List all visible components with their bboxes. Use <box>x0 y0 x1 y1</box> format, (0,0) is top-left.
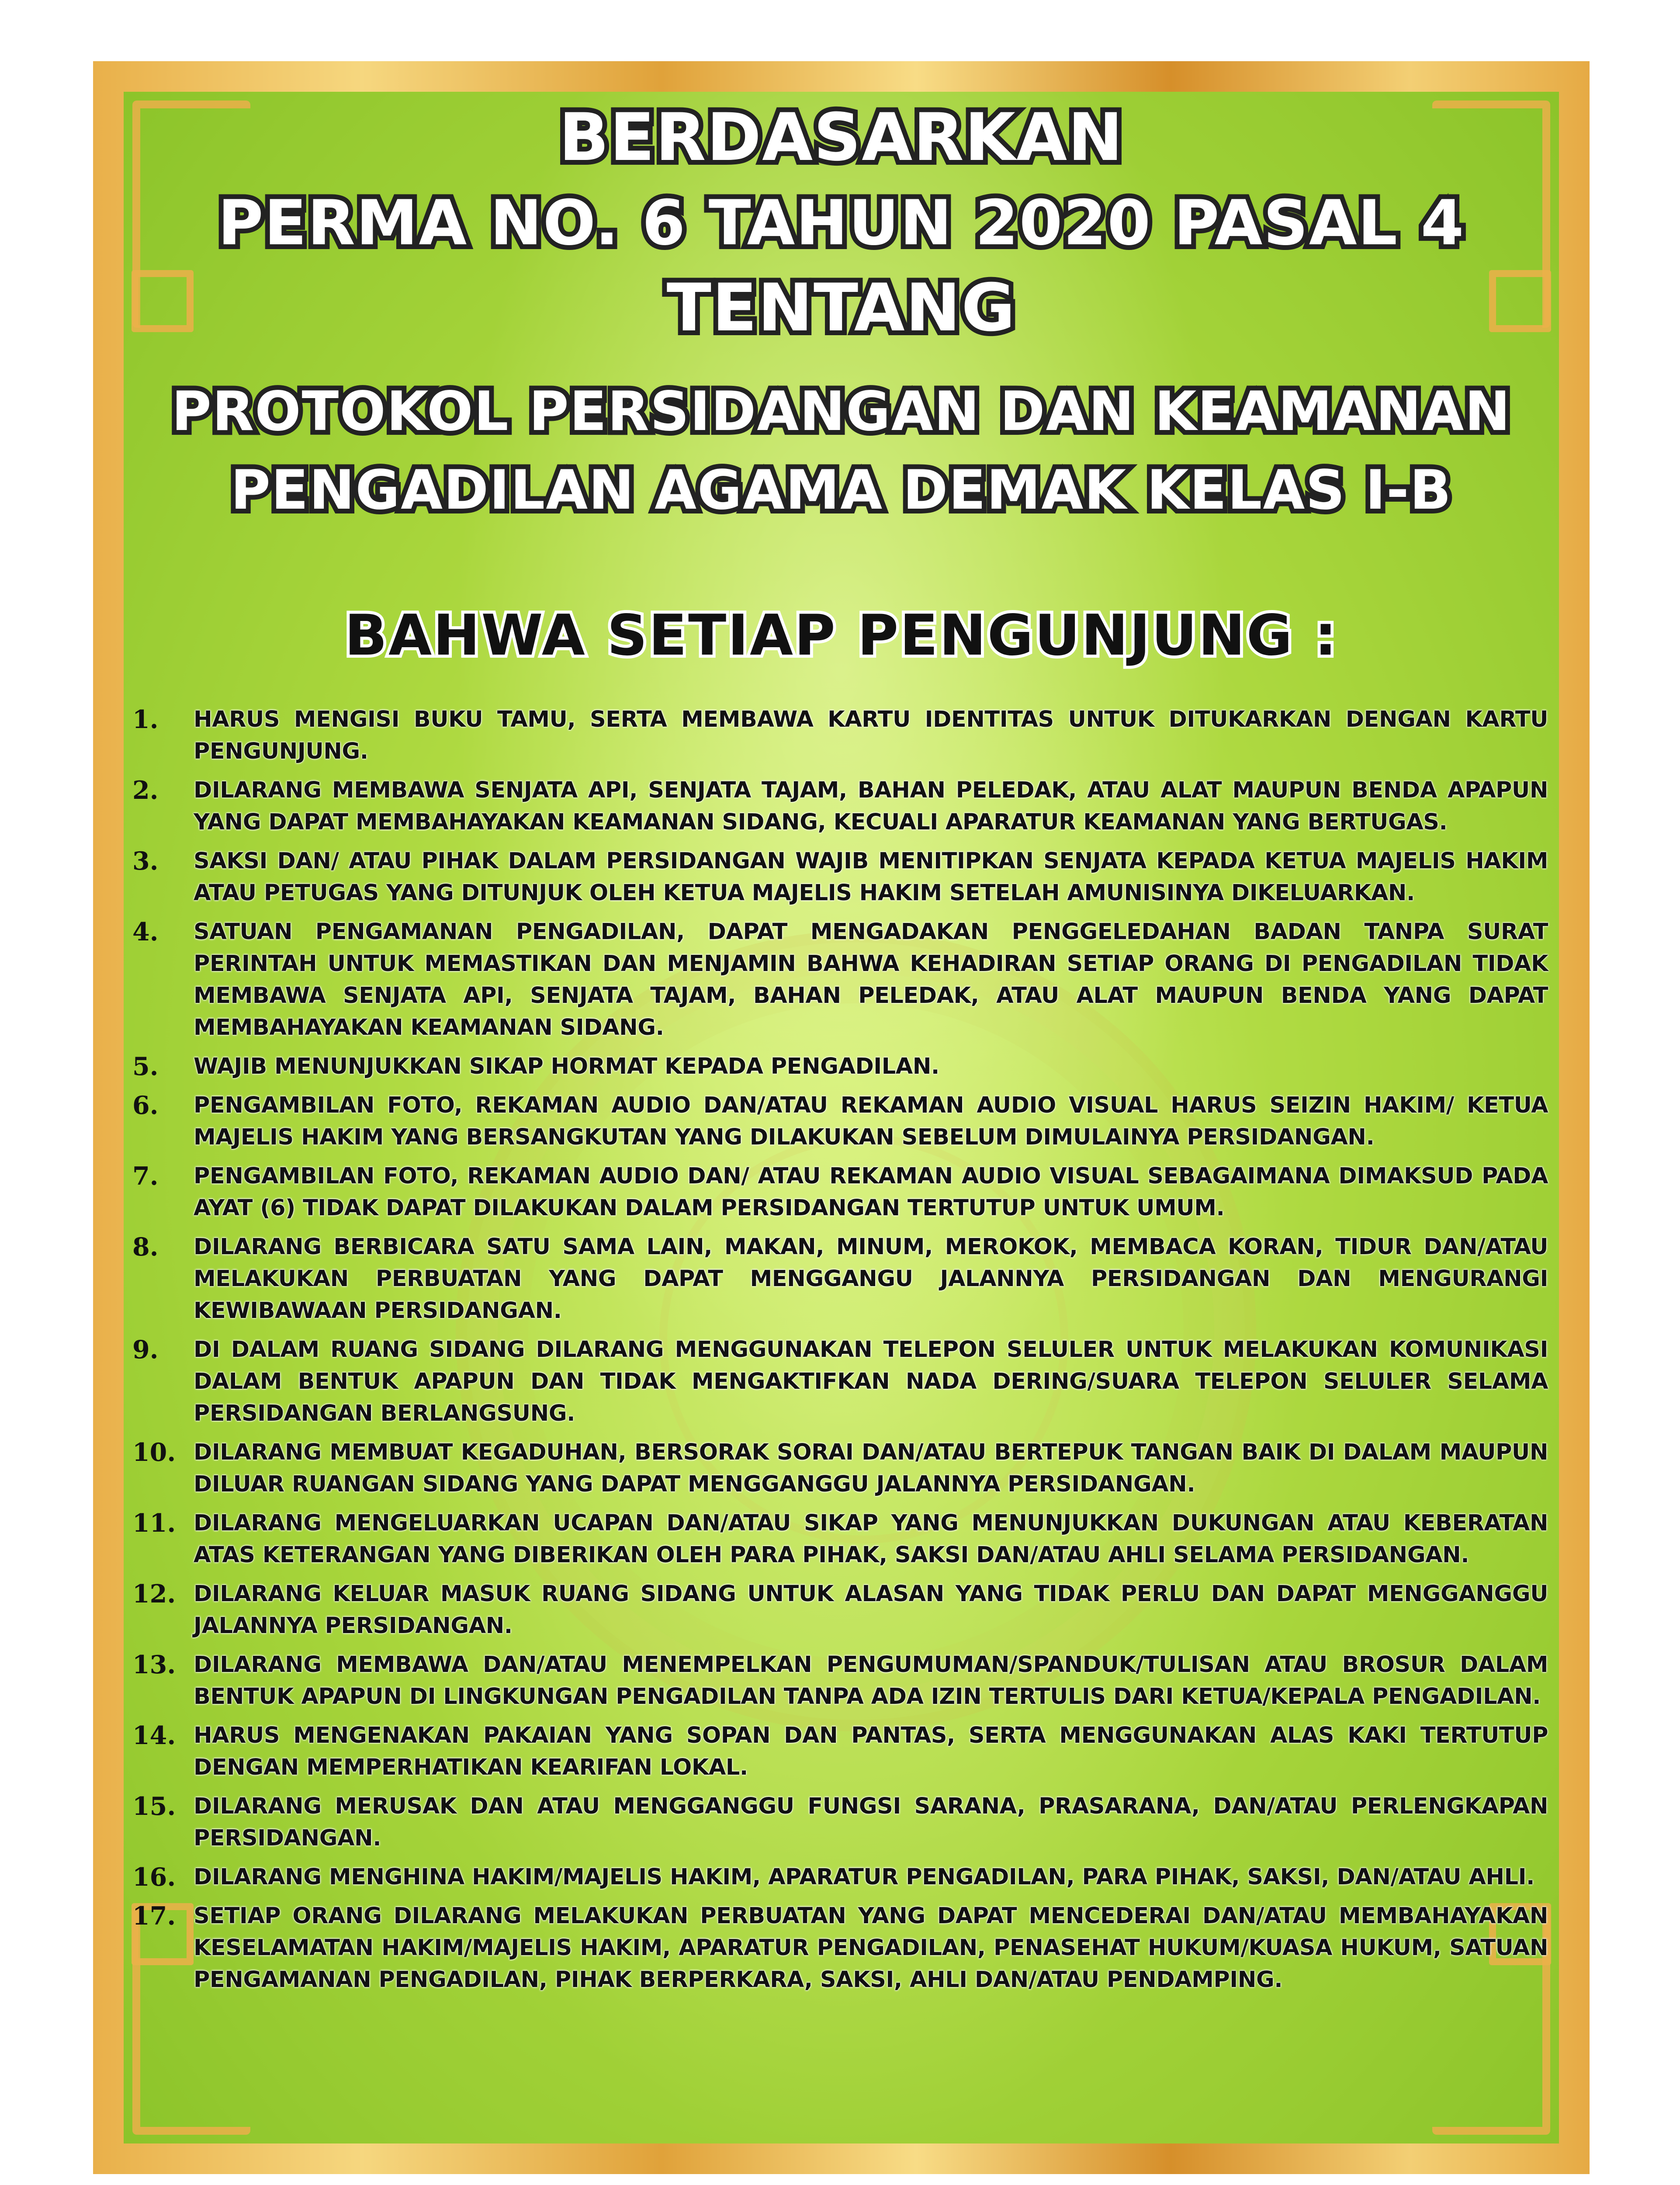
rule-text: DILARANG MEMBUAT KEGADUHAN, BERSORAK SORAI DAN/ATAU BERTEPUK TANGAN BAIK DI DALAM MAUPUN DILUAR RUANGAN SIDANG YANG DAPAT MENGGANGGU JALANNYA PERSIDANGAN. <box>194 1439 1548 1497</box>
rule-number: 2. <box>132 776 159 805</box>
rule-item <box>132 1436 1548 1500</box>
rule-number: 17. <box>132 1901 176 1931</box>
rule-item <box>132 1231 1548 1327</box>
rule-item <box>132 1649 1548 1713</box>
rule-text: SAKSI DAN/ ATAU PIHAK DALAM PERSIDANGAN WAJIB MENITIPKAN SENJATA KEPADA KETUA MAJELIS HAKIM ATAU PETUGAS YANG DITUNJUK OLEH KETUA MAJELIS HAKIM SETELAH AMUNISINYA DIKELUARKAN. <box>194 848 1548 906</box>
rule-text: WAJIB MENUNJUKKAN SIKAP HORMAT KEPADA PENGADILAN. <box>194 1054 939 1079</box>
rule-item <box>132 1578 1548 1642</box>
rule-number: 8. <box>132 1232 159 1262</box>
poster-panel <box>124 92 1559 2143</box>
subheading: BAHWA SETIAP PENGUNJUNG : <box>344 603 1338 668</box>
rule-number: 4. <box>132 917 159 947</box>
title-line-1: PROTOKOL PERSIDANGAN DAN KEAMANAN <box>171 380 1511 443</box>
rule-text: HARUS MENGISI BUKU TAMU, SERTA MEMBAWA KARTU IDENTITAS UNTUK DITUKARKAN DENGAN KARTU PENGUNJUNG. <box>194 707 1548 764</box>
rule-text: SETIAP ORANG DILARANG MELAKUKAN PERBUATAN YANG DAPAT MENCEDERAI DAN/ATAU MEMBAHAYAKAN KESELAMATAN HAKIM/MAJELIS HAKIM, APARATUR PENGADILAN, PENASEHAT HUKUM/KUASA HUKUM, SATUAN PENGAMANAN PENGADILAN, PIHAK BERPERKARA, SAKSI, AHLI DAN/ATAU PENDAMPING. <box>194 1903 1548 1993</box>
rule-text: HARUS MENGENAKAN PAKAIAN YANG SOPAN DAN PANTAS, SERTA MENGGUNAKAN ALAS KAKI TERTUTUP DENGAN MEMPERHATIKAN KEARIFAN LOKAL. <box>194 1723 1548 1780</box>
rule-text: DILARANG KELUAR MASUK RUANG SIDANG UNTUK ALASAN YANG TIDAK PERLU DAN DAPAT MENGGANGGU JALANNYA PERSIDANGAN. <box>194 1581 1548 1639</box>
rule-number: 12. <box>132 1579 176 1609</box>
headline-line-3: TENTANG <box>666 270 1016 346</box>
rule-text: DILARANG BERBICARA SATU SAMA LAIN, MAKAN, MINUM, MEROKOK, MEMBACA KORAN, TIDUR DAN/ATAU MELAKUKAN PERBUATAN YANG DAPAT MENGGANGU JALANNYA PERSIDANGAN DAN MENGURANGI KEWIBAWAAN PERSIDANGAN. <box>194 1234 1548 1324</box>
rule-text: DI DALAM RUANG SIDANG DILARANG MENGGUNAKAN TELEPON SELULER UNTUK MELAKUKAN KOMUNIKASI DALAM BENTUK APAPUN DAN TIDAK MENGAKTIFKAN NADA DERING/SUARA TELEPON SELULER SELAMA PERSIDANGAN BERLANGSUNG. <box>194 1337 1548 1426</box>
rule-number: 15. <box>132 1792 176 1821</box>
rule-text: PENGAMBILAN FOTO, REKAMAN AUDIO DAN/ATAU REKAMAN AUDIO VISUAL HARUS SEIZIN HAKIM/ KETUA MAJELIS HAKIM YANG BERSANGKUTAN YANG DILAKUKAN SEBELUM DIMULAINYA PERSIDANGAN. <box>194 1092 1548 1150</box>
rules-list <box>132 704 1548 2003</box>
rule-text: SATUAN PENGAMANAN PENGADILAN, DAPAT MENGADAKAN PENGGELEDAHAN BADAN TANPA SURAT PERINTAH UNTUK MEMASTIKAN DAN MENJAMIN BAHWA KEHADIRAN SETIAP ORANG DI PENGADILAN TIDAK MEMBAWA SENJATA API, SENJATA TAJAM, BAHAN PELEDAK, ATAU ALAT MAUPUN BENDA YANG DAPAT MEMBAHAYAKAN KEAMANAN SIDANG. <box>194 919 1548 1040</box>
rule-item <box>132 916 1548 1044</box>
rule-number: 7. <box>132 1162 159 1191</box>
rule-number: 9. <box>132 1335 159 1364</box>
rule-number: 1. <box>132 705 159 734</box>
rule-item <box>132 1861 1548 1893</box>
rule-item <box>132 1900 1548 1996</box>
rule-number: 6. <box>132 1091 159 1120</box>
rule-item <box>132 1089 1548 1153</box>
rule-text: DILARANG MEMBAWA DAN/ATAU MENEMPELKAN PENGUMUMAN/SPANDUK/TULISAN ATAU BROSUR DALAM BENTUK APAPUN DI LINGKUNGAN PENGADILAN TANPA ADA IZIN TERTULIS DARI KETUA/KEPALA PENGADILAN. <box>194 1652 1548 1710</box>
rule-item <box>132 1051 1548 1082</box>
headline-line-1: BERDASARKAN <box>559 100 1124 176</box>
rule-item <box>132 1160 1548 1224</box>
rule-item <box>132 1507 1548 1571</box>
rule-item <box>132 774 1548 838</box>
rule-number: 10. <box>132 1438 176 1467</box>
rule-text: DILARANG MEMBAWA SENJATA API, SENJATA TAJAM, BAHAN PELEDAK, ATAU ALAT MAUPUN BENDA APAPUN YANG DAPAT MEMBAHAYAKAN KEAMANAN SIDANG, KECUALI APARATUR KEAMANAN YANG BERTUGAS. <box>194 777 1548 835</box>
rule-number: 16. <box>132 1862 176 1892</box>
rule-text: DILARANG MENGELUARKAN UCAPAN DAN/ATAU SIKAP YANG MENUNJUKKAN DUKUNGAN ATAU KEBERATAN ATAS KETERANGAN YANG DIBERIKAN OLEH PARA PIHAK, SAKSI DAN/ATAU AHLI SELAMA PERSIDANGAN. <box>194 1510 1548 1568</box>
rule-item <box>132 1720 1548 1783</box>
title-line-2: PENGADILAN AGAMA DEMAK KELAS I-B <box>231 459 1452 522</box>
rule-number: 13. <box>132 1650 176 1679</box>
rule-item <box>132 1334 1548 1429</box>
rule-number: 14. <box>132 1721 176 1750</box>
rule-text: DILARANG MENGHINA HAKIM/MAJELIS HAKIM, APARATUR PENGADILAN, PARA PIHAK, SAKSI, DAN/ATAU AHLI. <box>194 1864 1535 1890</box>
rule-item <box>132 704 1548 767</box>
rule-number: 5. <box>132 1052 159 1081</box>
rule-number: 3. <box>132 846 159 876</box>
rule-text: PENGAMBILAN FOTO, REKAMAN AUDIO DAN/ ATAU REKAMAN AUDIO VISUAL SEBAGAIMANA DIMAKSUD PADA AYAT (6) TIDAK DAPAT DILAKUKAN DALAM PERSIDANGAN TERTUTUP UNTUK UMUM. <box>194 1163 1548 1221</box>
rule-text: DILARANG MERUSAK DAN ATAU MENGGANGGU FUNGSI SARANA, PRASARANA, DAN/ATAU PERLENGKAPAN PERSIDANGAN. <box>194 1793 1548 1851</box>
rule-item <box>132 1790 1548 1854</box>
rule-number: 11. <box>132 1509 176 1538</box>
headline-line-2: PERMA NO. 6 TAHUN 2020 PASAL 4 <box>218 187 1465 259</box>
rule-item <box>132 845 1548 909</box>
